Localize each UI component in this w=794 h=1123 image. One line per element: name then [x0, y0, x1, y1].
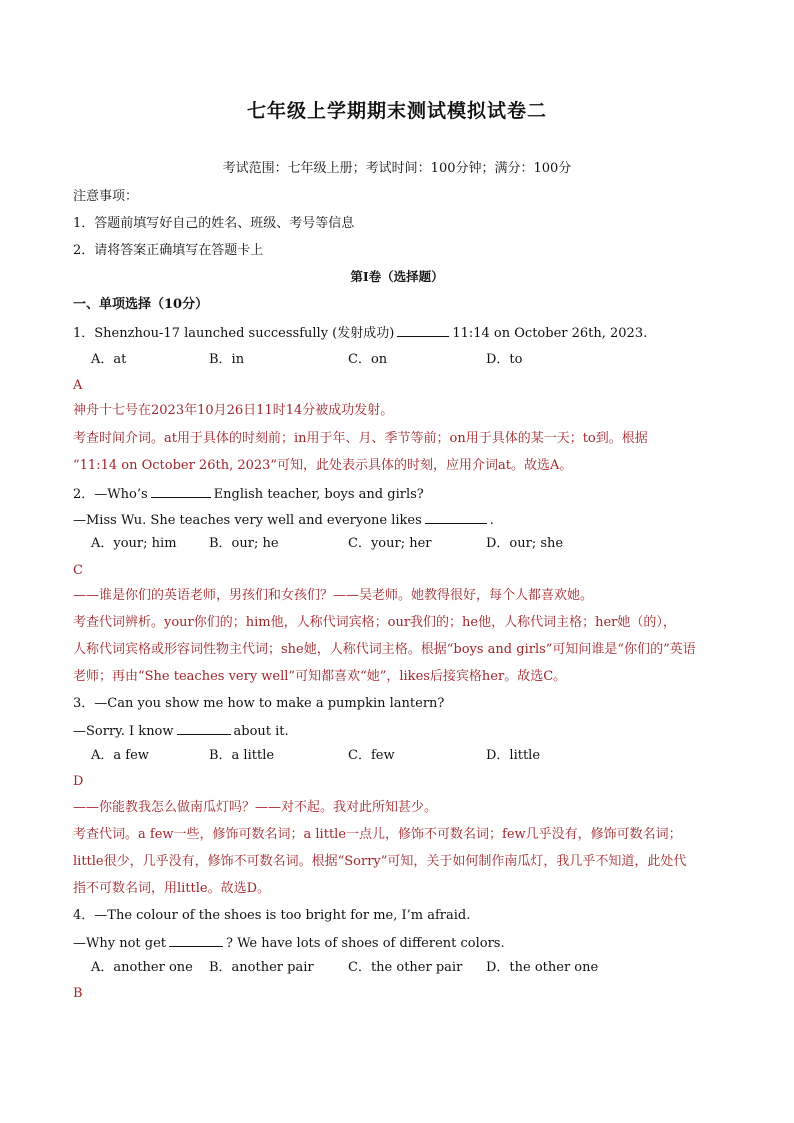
option-b: B．a little: [209, 748, 275, 763]
translation: 神舟十七号在2023年10月26日11时14分被成功发射。: [73, 403, 394, 418]
explanation-line: 考查代词。a few一些，修饰可数名词；a little一点儿，修饰不可数名词；few几乎没有，修饰可数名词；: [73, 827, 682, 842]
note-item: 2．请将答案正确填写在答题卡上: [73, 243, 264, 258]
explanation-line: 老师；再由“She teaches very well”可知都喜欢“她”，likes后接宾格her。故选C。: [73, 669, 567, 684]
explanation-line: 考查时间介词。at用于具体的时刻前；in用于年、月、季节等前；on用于具体的某一天；to到。根据: [73, 431, 648, 446]
section-heading: 一、单项选择（10分）: [73, 297, 209, 312]
answer-blank: [425, 510, 487, 524]
exam-info: 考试范围：七年级上册；考试时间：100分钟；满分：100分: [222, 161, 572, 176]
explanation-line: 考查代词辨析。your你们的；him他，人称代词宾格；our我们的；he他，人称代词主格；her她（的），: [73, 615, 676, 630]
question-3-stem: 3．—Can you show me how to make a pumpkin lantern?: [73, 696, 445, 711]
option-d: D．little: [486, 748, 541, 763]
option-a: A．another one: [91, 960, 193, 975]
option-a: A．your; him: [91, 536, 177, 551]
question-4-response: —Why not get ? We have lots of shoes of different colors.: [73, 933, 505, 953]
explanation-line: 指不可数名词，用little。故选D。: [73, 881, 271, 896]
option-c: C．the other pair: [348, 960, 463, 975]
option-b: B．in: [209, 352, 245, 367]
answer-key: D: [73, 774, 84, 789]
option-b: B．another pair: [209, 960, 314, 975]
option-a: A．at: [91, 352, 127, 367]
answer-blank: [397, 323, 449, 337]
translation: ——你能教我怎么做南瓜灯吗？——对不起。我对此所知甚少。: [73, 800, 438, 815]
option-d: D．the other one: [486, 960, 599, 975]
answer-blank: [151, 484, 211, 498]
option-c: C．your; her: [348, 536, 432, 551]
option-c: C．on: [348, 352, 388, 367]
translation: ——谁是你们的英语老师，男孩们和女孩们？——吴老师。她教得很好，每个人都喜欢她。: [73, 588, 594, 603]
option-d: D．our; she: [486, 536, 564, 551]
question-4-stem: 4．—The colour of the shoes is too bright for me, I’m afraid.: [73, 908, 471, 923]
option-d: D．to: [486, 352, 523, 367]
option-b: B．our; he: [209, 536, 279, 551]
answer-key: C: [73, 563, 83, 578]
explanation-line: 人称代词宾格或形容词性物主代词；she她，人称代词主格。根据“boys and girls”可知问谁是“你们的”英语: [73, 642, 696, 657]
note-item: 1．答题前填写好自己的姓名、班级、考号等信息: [73, 216, 355, 231]
explanation-line: “11:14 on October 26th, 2023”可知，此处表示具体的时刻，应用介词at。故选A。: [73, 458, 573, 473]
answer-key: A: [73, 378, 83, 393]
question-2-response: —Miss Wu. She teaches very well and everyone likes .: [73, 510, 494, 530]
answer-blank: [169, 933, 223, 947]
notes-heading: 注意事项：: [73, 189, 139, 204]
explanation-line: little很少，几乎没有，修饰不可数名词。根据“Sorry”可知，关于如何制作南瓜灯，我几乎不知道，此处代: [73, 854, 687, 869]
answer-blank: [177, 721, 231, 735]
volume-heading: 第I卷（选择题）: [350, 269, 444, 284]
question-3-response: —Sorry. I know about it.: [73, 721, 289, 741]
question-1-stem: 1．Shenzhou-17 launched successfully (发射成功) 11:14 on October 26th, 2023.: [73, 323, 647, 343]
option-c: C．few: [348, 748, 395, 763]
document-title: 七年级上学期期末测试模拟试卷二: [246, 100, 547, 122]
question-2-stem: 2．—Who’s English teacher, boys and girls?: [73, 484, 424, 504]
answer-key: B: [73, 986, 83, 1001]
option-a: A．a few: [91, 748, 149, 763]
